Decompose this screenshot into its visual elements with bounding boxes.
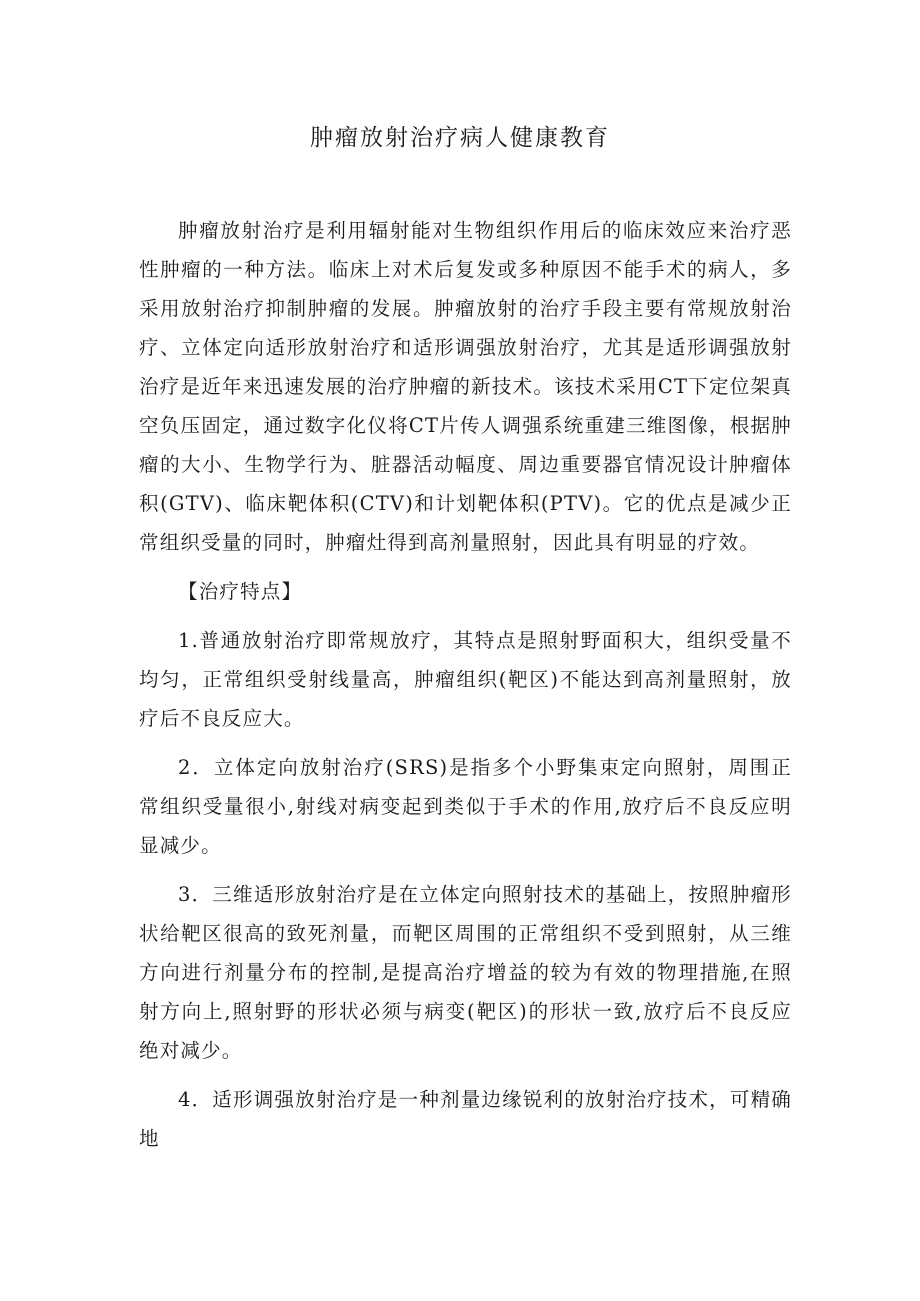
section-heading: 【治疗特点】 [178,580,303,603]
document-title: 肿瘤放射治疗病人健康教育 [310,125,610,151]
list-item: 2．立体定向放射治疗(SRS)是指多个小野集束定向照射，周围正常组织受量很小,射线对病变起到类似于手术的作用,放疗后不良反应明显减少。 [139,756,792,857]
intro-paragraph: 肿瘤放射治疗是利用辐射能对生物组织作用后的临床效应来治疗恶性肿瘤的一种方法。临床上对术后复发或多种原因不能手术的病人，多采用放射治疗抑制肿瘤的发展。肿瘤放射的治疗手段主要有常规放射治疗、立体定向适形放射治疗和适形调强放射治疗，尤其是适形调强放射治疗是近年来迅速发展的治疗肿瘤的新技术。该技术采用CT下定位架真空负压固定，通过数字化仪将CT片传人调强系统重建三维图像，根据肿瘤的大小、生物学行为、脏器活动幅度、周边重要器官情况设计肿瘤体积(GTV)、临床靶体积(CTV)和计划靶体积(PTV)。它的优点是减少正常组织受量的同时，肿瘤灶得到高剂量照射，因此具有明显的疗效。 [139,219,792,554]
list-item: 3．三维适形放射治疗是在立体定向照射技术的基础上，按照肿瘤形状给靶区很高的致死剂量，而靶区周围的正常组织不受到照射，从三维方向进行剂量分布的控制,是提高治疗增益的较为有效的物理措施,在照射方向上,照射野的形状必须与病变(靶区)的形状一致,放疗后不良反应绝对减少。 [139,883,792,1062]
list-item: 4．适形调强放射治疗是一种剂量边缘锐利的放射治疗技术，可精确地 [139,1088,792,1150]
document-body [139,211,792,1168]
list-item: 1.普通放射治疗即常规放疗，其特点是照射野面积大，组织受量不均匀，正常组织受射线量高，肿瘤组织(靶区)不能达到高剂量照射，放疗后不良反应大。 [139,629,792,730]
